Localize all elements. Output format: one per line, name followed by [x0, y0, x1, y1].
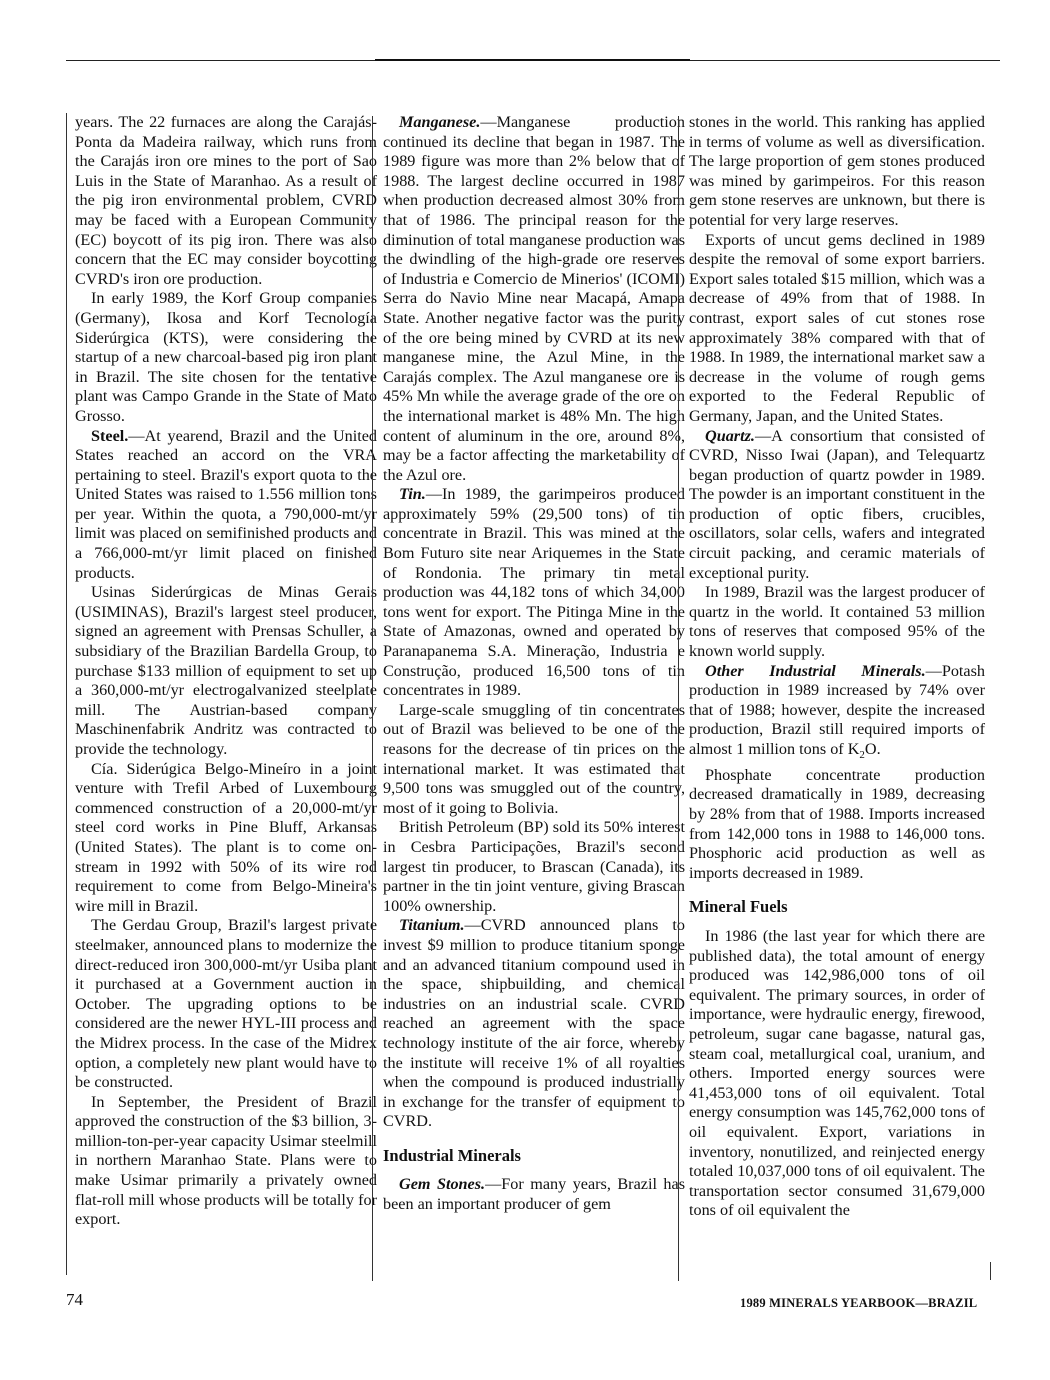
paragraph: [75, 427, 377, 584]
paragraph: [689, 662, 985, 766]
paragraph: In 1986 (the last year for which there are published data), the total amount of energy produced was 142,986,000 tons of oil equivalent. The primary sources, in order of importance, were hydraulic energy, firewood, petroleum, sugar cane bagasse, natural gas, steam coal, metallurgical coal, uranium, and others. Imported energy sources were 41,453,000 tons of oil equivalent. Total energy consumption was 145,762,000 tons of oil equivalent. Export, variations in inventory, nonutilized, and reinjected energy totaled 10,037,000 tons of oil equivalent. The transportation sector consumed 31,679,000 tons of oil equivalent the: [689, 926, 985, 1220]
top-rule-accent: [375, 59, 690, 61]
section-run-in-heading: Steel.: [91, 426, 129, 445]
column-1: [66, 113, 377, 1275]
paragraph: Large-scale smuggling of tin concentrates out of Brazil was believed to be one of the reasons for the decrease of tin prices on the international market. It was estimated that 9,500 tons was smuggled out of the country, most of it going to Bolivia.: [383, 700, 685, 817]
paragraph: [383, 916, 685, 1132]
paragraph: Usinas Siderúrgicas de Minas Gerais (USIMINAS), Brazil's largest steel producer, signed an agreement with Prensas Schuller, a subsidiary of the Brazilian Bardella Group, to purchase $133 million of equipment to set up a 360,000-mt/yr electrogalvanized steelplate mill. The Austrian-based company Maschinenfabrik Andritz was contracted to provide the technology.: [75, 583, 377, 758]
section-run-in-heading: Tin.: [399, 485, 426, 504]
paragraph: [383, 113, 685, 485]
section-run-in-heading: Manganese.: [399, 113, 481, 131]
paragraph: Cía. Siderúgica Belgo-Mineíro in a joint venture with Trefil Arbed of Luxembourg commenced construction of a 20,000-mt/yr steel cord works in Pine Bluff, Arkansas (United States). The plant is to come on-stream in 1992 with 50% of its wire rod requirement to come from Belgo-Mineira's wire mill in Brazil.: [75, 759, 377, 915]
paragraph: British Petroleum (BP) sold its 50% interest in Cesbra Participações, Brazil's second largest tin producer, to Brascan (Canada), its partner in the tin joint venture, giving Brascan 100% ownership.: [383, 818, 685, 915]
paragraph-text: —At yearend, Brazil and the United States reached an accord on the VRA pertaining to steel. Brazil's export quota to the United States was raised to 1.556 million tons per year. Within the quota, a 790,000-mt/yr limit was placed on semifinished products and a 766,000-mt/yr limit placed on finished products.: [75, 426, 377, 582]
paragraph-text: —CVRD announced plans to invest $9 million to produce titanium sponge and an advanced titanium compound used in the space, shipbuilding, and chemical industries on an industrial scale. CVRD reached an agreement with the space technology institute of the air force, whereby the institute will receive 1% of all royalties when the compound is produced industrially in exchange for the transfer of equipment to CVRD.: [383, 916, 685, 1131]
section-heading: Industrial Minerals: [383, 1145, 521, 1165]
paragraph-text: —Potash production in 1989 increased by 74% over that of 1988; however, despite the increased production, Brazil still required imports of almost 1 million tons of K: [689, 661, 985, 758]
column-3: [689, 113, 985, 1221]
paragraph: years. The 22 furnaces are along the Carajás-Ponta da Madeira railway, which runs from the Carajás iron ore mines to the port of Sao Luis in the State of Maranhao. As a result of the pig iron environmental problem, CVRD may be faced with a European Community (EC) boycott of its pig iron. There was also concern that the EC may consider boycotting CVRD's iron ore production.: [75, 113, 377, 288]
paragraph: In September, the President of Brazil approved the construction of the $3 billion, 3-million-ton-per-year capacity Usimar steelmill in northern Maranhao State. Plans were to make Usimar primarily a privately owned flat-roll mill whose products will be totally for export.: [75, 1092, 377, 1229]
paragraph: [689, 427, 985, 584]
paragraph: [383, 1175, 685, 1214]
paragraph-text: —In 1989, the garimpeiros produced approximately 59% (29,500 tons) of tin concentrate in Brazil. This was mined at the Bom Futuro site near Ariquemes in the State of Rondonia. The primary tin metal production was 44,182 tons of which 34,000 tons went for export. The Pitinga Mine in the State of Amazonas, owned and operated by Paranapanema S.A. Mineração, Industria e Construção, produced 16,500 tons of tin concentrates in 1989.: [383, 485, 685, 700]
paragraph: The Gerdau Group, Brazil's largest private steelmaker, announced plans to modernize the direct-reduced iron 300,000-mt/yr Usiba plant it purchased at a Government auction in October. The upgrading options to be considered are the newer HYL-III process and the Midrex process. In the case of the Midrex option, a completely new plant would have to be constructed.: [75, 916, 377, 1092]
section-run-in-heading: Gem Stones.: [399, 1175, 486, 1194]
paragraph-text: —Manganese production continued its decline that began in 1987. The 1989 figure was more than 2% below that of 1988. The largest decline occurred in 1987 when production decreased almost 30% from that of 1986. The principal reason for the diminution of total manganese production was the dwindling of the high-grade ore reserves of Industria e Comercio de Minerios' (ICOMI) Serra do Navio Mine near Macapá, Amapa State. Another negative factor was the purity of the ore being mined by CVRD at its new manganese mine, the Azul Mine, in the Carajás complex. The Azul manganese ore is 45% Mn while the average grade of the ore on the international market is 48% Mn. The high content of aluminum in the ore, around 8%, may be a factor affecting the marketability of the Azul ore.: [383, 113, 685, 484]
paragraph: Exports of uncut gems declined in 1989 despite the removal of some export barriers. Export sales totaled $15 million, which was a decrease of 49% from that of 1988. In contrast, export sales of cut stones rose approximately 38% compared with that of 1988. In 1989, the international market saw a decrease in the volume of rough gems exported to the Federal Republic of Germany, Japan, and the United States.: [689, 230, 985, 425]
section-run-in-heading: Quartz.: [705, 426, 755, 445]
paragraph: stones in the world. This ranking has applied in terms of volume as well as diversification. The large proportion of gem stones produced was mined by garimpeiros. For this reason gem stone reserves are unknown, but there is potential for very large reserves.: [689, 113, 985, 229]
section-run-in-heading: Titanium.: [399, 916, 465, 935]
running-footer: 1989 MINERALS YEARBOOK—BRAZIL: [740, 1296, 978, 1310]
column-2: [383, 113, 685, 1215]
paragraph: [383, 485, 685, 701]
page-number: 74: [66, 1290, 83, 1309]
paragraph-text-end: O.: [864, 740, 881, 758]
column-divider: [990, 1262, 991, 1280]
column-divider: [372, 116, 373, 1281]
section-heading: Mineral Fuels: [689, 897, 788, 917]
subscript: 2: [859, 749, 865, 762]
paragraph: Phosphate concentrate production decreased dramatically in 1989, decreasing by 28% from that of 1988. Imports increased from 142,000 tons in 1988 to 146,000 tons. Phosphoric acid production as well as imports decreased in 1989.: [689, 765, 985, 882]
paragraph-text: —A consortium that consisted of CVRD, Nisso Iwai (Japan), and Telequartz began production of quartz powder in 1989. The powder is an important constituent in the production of optic fibers, crucibles, oscillators, solar cells, wafers and integrated circuit packing, and ceramic materials of exceptional purity.: [689, 426, 985, 582]
paragraph: In 1989, Brazil was the largest producer of quartz in the world. It contained 53 million tons of reserves that composed 95% of the known world supply.: [689, 583, 985, 661]
section-run-in-heading: Other Industrial Minerals.: [705, 661, 926, 680]
column-divider: [678, 116, 679, 1281]
paragraph-text: —For many years, Brazil has been an important producer of gem: [383, 1175, 685, 1214]
paragraph: In early 1989, the Korf Group companies (Germany), Ikosa and Korf Tecnología Siderúrgica (KTS), were considering the startup of a new charcoal-based pig iron plant in Brazil. The site chosen for the tentative plant was Campo Grande in the State of Mato Grosso.: [75, 289, 377, 425]
